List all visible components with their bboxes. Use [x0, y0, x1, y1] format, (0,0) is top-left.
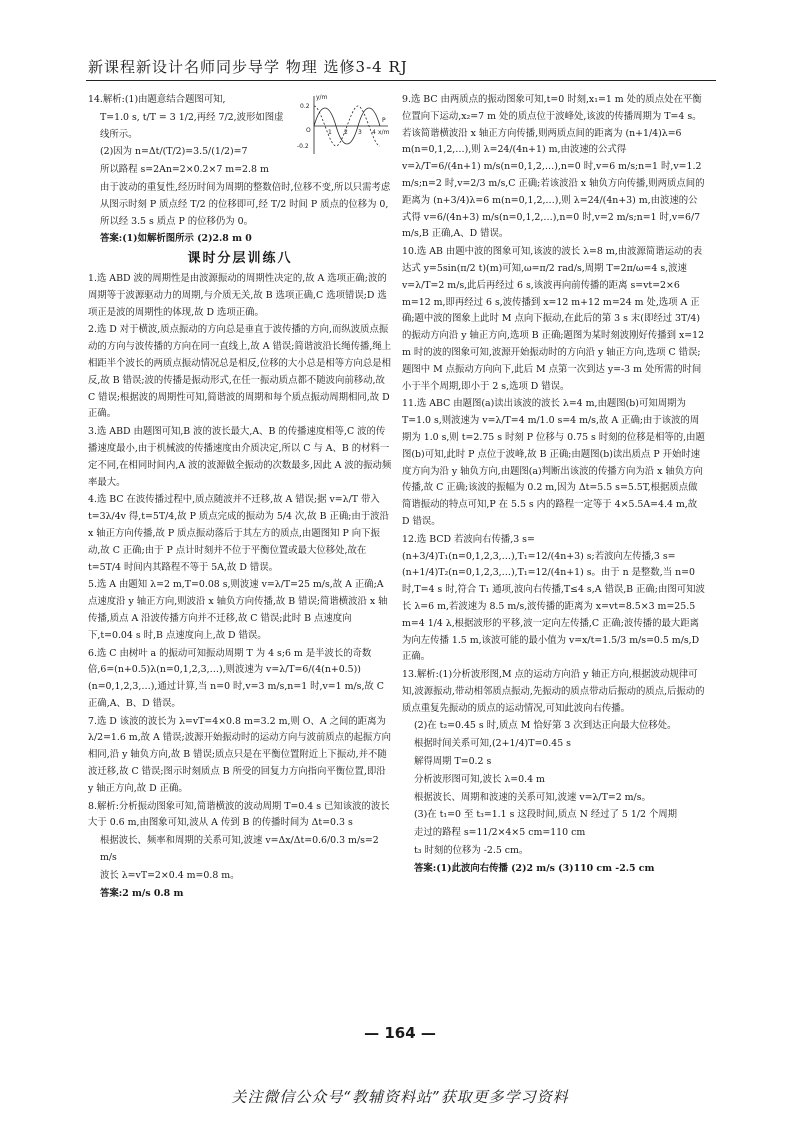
answer-q14-2: T=1.0 s, t/T = 3 1/2,再经 7/2,波形如图虚线所示。	[100, 111, 284, 140]
right-column	[402, 92, 706, 879]
answer-q13-ans: 答案:(1)此波向右传播 (2)2 m/s (3)110 cm -2.5 cm	[414, 862, 655, 874]
x-tick-2: 2	[344, 129, 348, 136]
answer-q14-ans: 答案:(1)如解析图所示 (2)2.8 m 0	[100, 233, 252, 245]
y-tick-bottom: -0.2	[297, 143, 309, 150]
x-tick-1: 1	[328, 129, 332, 136]
answer-q13-4: 解得周期 T=0.2 s	[414, 756, 492, 768]
answer-q13-8: 走过的路程 s=11/2×4×5 cm=110 cm	[414, 827, 586, 839]
answer-q1: 1.选 ABD 波的周期性是由波源振动的周期性决定的,故 A 选项正确;波的周期等于波源驱动力的周期,与介质无关,故 B 选项正确,C 选项错误;D 选项正是波的周期性的体现,故 D 选项正确。	[88, 272, 387, 318]
y-axis-label: y/m	[316, 94, 328, 101]
answer-q14-3: (2)因为 n=Δt/(T/2)=3.5/(1/2)=7	[100, 146, 248, 158]
answer-q10: 10.选 AB 由题中波的图象可知,该波的波长 λ=8 m,由波源简谐运动的表达式 y=5sin(π/2 t)(m)可知,ω=π/2 rad/s,周期 T=2π/ω=4 s,波速 v=λ/T=2 m/s,此后再经过 6 s,该波再向前传播的距离 s=vt=2×6 m=12 m,即再经过 6 s,波传播到 x=12 m+12 m=24 m 处,选项 A 正确;题中波的图象上此时 M 点向下振动,在此后的第 3 s 末(即经过 3T/4)的振动方向沿 y 轴正方向,选项 B 正确;题图为某时刻波刚好传播到 x=12 m 时的波的图象可知,波源开始振动时的方向沿 y 轴正方向,选项 C 错误;题图中 M 点振动方向向下,此后 M 点第一次到达 y=-3 m 处所需的时间小于半个周期,即小于 2 s,选项 D 错误。	[402, 246, 705, 392]
page-number: — 164 —	[364, 1024, 436, 1042]
answer-sec-title: 课时分层训练八	[187, 251, 293, 267]
answer-q4: 4.选 BC 在波传播过程中,质点随波并不迁移,故 A 错误;据 v=λ/T 带入 t=3λ/4v 得,t=5T/4,故 P 质点完成的振动为 5/4 次,故 B 正确;由于波沿 x 轴正方向传播,故 P 质点振动落后于其左方的质点,由题图知 P 向下振动,故 C 正确;由于 P 点计时刻并不位于平衡位置或最大位移处,故在 t=5T/4 时间内其路程不等于 5A,故 D 错误。	[88, 494, 389, 573]
answer-q13-1: 13.解析:(1)分析波形图,M 点的运动方向沿 y 轴正方向,根据波动规律可知,波源振动,带动相邻质点振动,先振动的质点带动后振动的质点,后振动的质点重复先振动的质点的运动情况,可知此波向右传播。	[402, 669, 705, 714]
x-tick-4: 4	[372, 129, 376, 136]
header-rule	[86, 80, 716, 81]
answer-q8-c: 波长 λ=vT=2×0.4 m=0.8 m。	[100, 869, 240, 881]
answer-q8: 8.解析:分析振动图象可知,简谐横波的波动周期 T=0.4 s 已知该波的波长大于 0.6 m,由图象可知,波从 A 传到 B 的传播时间为 Δt=0.3 s	[88, 800, 390, 829]
answer-q12: 12.选 BCD 若波向右传播,3 s=(n+3/4)T₁(n=0,1,2,3,…),T₁=12/(4n+3) s;若波向左传播,3 s=(n+1/4)T₂(n=0,1,2,3,…),T₁=12/(4n+1) s。由于 n 是整数,当 n=0 时,T=4 s 时,符合 T₁ 通项,波向右传播,T≤4 s,A 错误,B 正确;由图可知波长 λ=6 m,若波速为 8.5 m/s,波传播的距离为 x=vt=8.5×3 m=25.5 m=4 1/4 λ,根据波形的平移,波一定向左传播,C 正确;波传播的最大距离为向左传播 1.5 m,该波可能的最小值为 v=x/t=1.5/3 m/s=0.5 m/s,D 正确。	[402, 533, 705, 663]
answer-q2: 2.选 D 对于横波,质点振动的方向总是垂直于波传播的方向,而纵波质点振动的方向与波传播的方向在同一直线上,故 A 错误;简谐波沿长绳传播,绳上相距半个波长的两质点振动情况总是相反,位移的大小总是相等方向总是相反,故 B 错误;波的传播是振动形式,在任一振动质点都不随波向前移动,故 C 错误;根据波的周期性可知,简谐波的周期和每个质点振动周期相同,故 D 正确。	[88, 324, 392, 420]
answer-q13-7: (3)在 t₁=0 至 t₃=1.1 s 这段时间,质点 N 经过了 5 1/2 个周期	[414, 809, 678, 821]
answer-q13-2: (2)在 t₂=0.45 s 时,质点 M 恰好第 3 次到达正向最大位移处。	[414, 720, 677, 732]
left-column	[88, 92, 392, 903]
y-tick-top: 0.2	[300, 103, 310, 110]
answer-q8-b: 根据波长、频率和周期的关系可知,波速 v=Δx/Δt=0.6/0.3 m/s=2 m/s	[100, 835, 379, 864]
footer-note: 关注微信公众号“教辅资料站”获取更多学习资料	[231, 1088, 569, 1106]
x-tick-3: 3	[358, 129, 362, 136]
answer-q11: 11.选 ABC 由题图(a)读出该波的波长 λ=4 m,由题图(b)可知周期为 T=1.0 s,则波速为 v=λ/T=4 m/1.0 s=4 m/s,故 A 正确;由于该波的周期为 1.0 s,则 t=2.75 s 时刻 P 位移与 0.75 s 时刻的位移是相等的,由题图(b)可知,此时 P 点位于波峰,故 B 正确;由题图(b)读出质点 P 开始时速度方向为沿 y 轴负方向,由题图(a)判断出该波的传播方向为沿 x 轴负方向传播,故 C 正确;该波的振幅为 0.2 m,因为 Δt=5.5 s=5.5T,根据质点做简谐振动的特点可知,P 在 5.5 s 内的路程一定等于 4×5.5A=4.4 m,故 D 错误。	[402, 398, 705, 527]
answer-q3: 3.选 ABD 由题图可知,B 波的波长最大,A、B 的传播速度相等,C 波的传播速度最小,由于机械波的传播速度由介质决定,所以 C 与 A、B 的材料一定不同,在相同时间内,A 波的波源做全振动的次数最多,因此 A 波的振动频率最大。	[88, 426, 392, 488]
answer-q8-ans: 答案:2 m/s 0.8 m	[100, 887, 184, 899]
answer-q6: 6.选 C 由树叶 a 的振动可知振动周期 T 为 4 s;6 m 是半波长的奇数倍,6=(n+0.5)λ(n=0,1,2,3,…),则波速为 v=λ/T=6/(4(n+0.5))(n=0,1,2,3,…),通过计算,当 n=0 时,v=3 m/s,n=1 时,v=1 m/s,故 C 正确,A、B、D 错误。	[88, 647, 384, 709]
answer-q14-1: 14.解析:(1)由题意结合题图可知,	[88, 94, 226, 105]
wave-figure	[294, 92, 392, 160]
answer-q14-4: 所以路程 s=2An=2×0.2×7 m=2.8 m	[100, 164, 269, 176]
answer-q7: 7.选 D 该波的波长为 λ=vT=4×0.8 m=3.2 m,则 O、A 之间的距离为 λ/2=1.6 m,故 A 错误;波源开始振动时的运动方向与波前质点的起振方向相同,沿 y 轴负方向,故 B 错误;质点只是在平衡位置附近上下振动,并不随波迁移,故 C 错误;图示时刻质点 B 所受的回复力方向指向平衡位置,即沿 y 轴正方向,故 D 正确。	[88, 715, 391, 794]
y-tick-origin: O	[306, 127, 311, 134]
answer-q13-3: 根据时间关系可知,(2+1/4)T=0.45 s	[414, 738, 571, 750]
answer-q13-9: t₃ 时刻的位移为 -2.5 cm。	[414, 845, 529, 857]
answer-q5: 5.选 A 由题知 λ=2 m,T=0.08 s,则波速 v=λ/T=25 m/s,故 A 正确;A 点速度沿 y 轴正方向,则波沿 x 轴负方向传播,故 B 错误;简谐横波沿 x 轴传播,质点 A 沿波传播方向并不迁移,故 C 错误;此时 B 点速度向下,t=0.04 s 时,B 点速度向上,故 D 错误。	[88, 579, 388, 641]
x-axis-label: x/m	[378, 129, 390, 136]
page-header: 新课程新设计名师同步导学 物理 选修3-4 RJ	[88, 58, 408, 76]
answer-q13-6: 根据波长、周期和波速的关系可知,波速 v=λ/T=2 m/s。	[414, 791, 651, 803]
point-p-label: P	[382, 117, 386, 124]
answer-q14-5: 由于波动的重复性,经历时间为周期的整数倍时,位移不变,所以只需考虑从图示时刻 P 质点经 T/2 的位移即可,经 T/2 时间 P 质点的位移为 0,所以经 3.5 s 质点 P 的位移仍为 0。	[100, 181, 391, 227]
answer-q9: 9.选 BC 由两质点的振动图象可知,t=0 时刻,x₁=1 m 处的质点处在平衡位置向下运动,x₂=7 m 处的质点位于波峰处,该波的传播周期为 T=4 s。若该简谐横波沿 x 轴正方向传播,则两质点间的距离为 (n+1/4)λ=6 m(n=0,1,2,…),则 λ=24/(4n+1) m,由波速的公式得 v=λ/T=6/(4n+1) m/s(n=0,1,2,…),n=0 时,v=6 m/s;n=1 时,v=1.2 m/s;n=2 时,v=2/3 m/s,C 正确;若该波沿 x 轴负方向传播,则两质点间的距离为 (n+3/4)λ=6 m(n=0,1,2,…),则 λ=24/(4n+3) m,由波速的公式得 v=6/(4n+3) m/s(n=0,1,2,…),n=0 时,v=2 m/s;n=1 时,v=6/7 m/s,B 正确,A、D 错误。	[402, 94, 705, 240]
answer-q13-5: 分析波形图可知,波长 λ=0.4 m	[414, 773, 545, 785]
